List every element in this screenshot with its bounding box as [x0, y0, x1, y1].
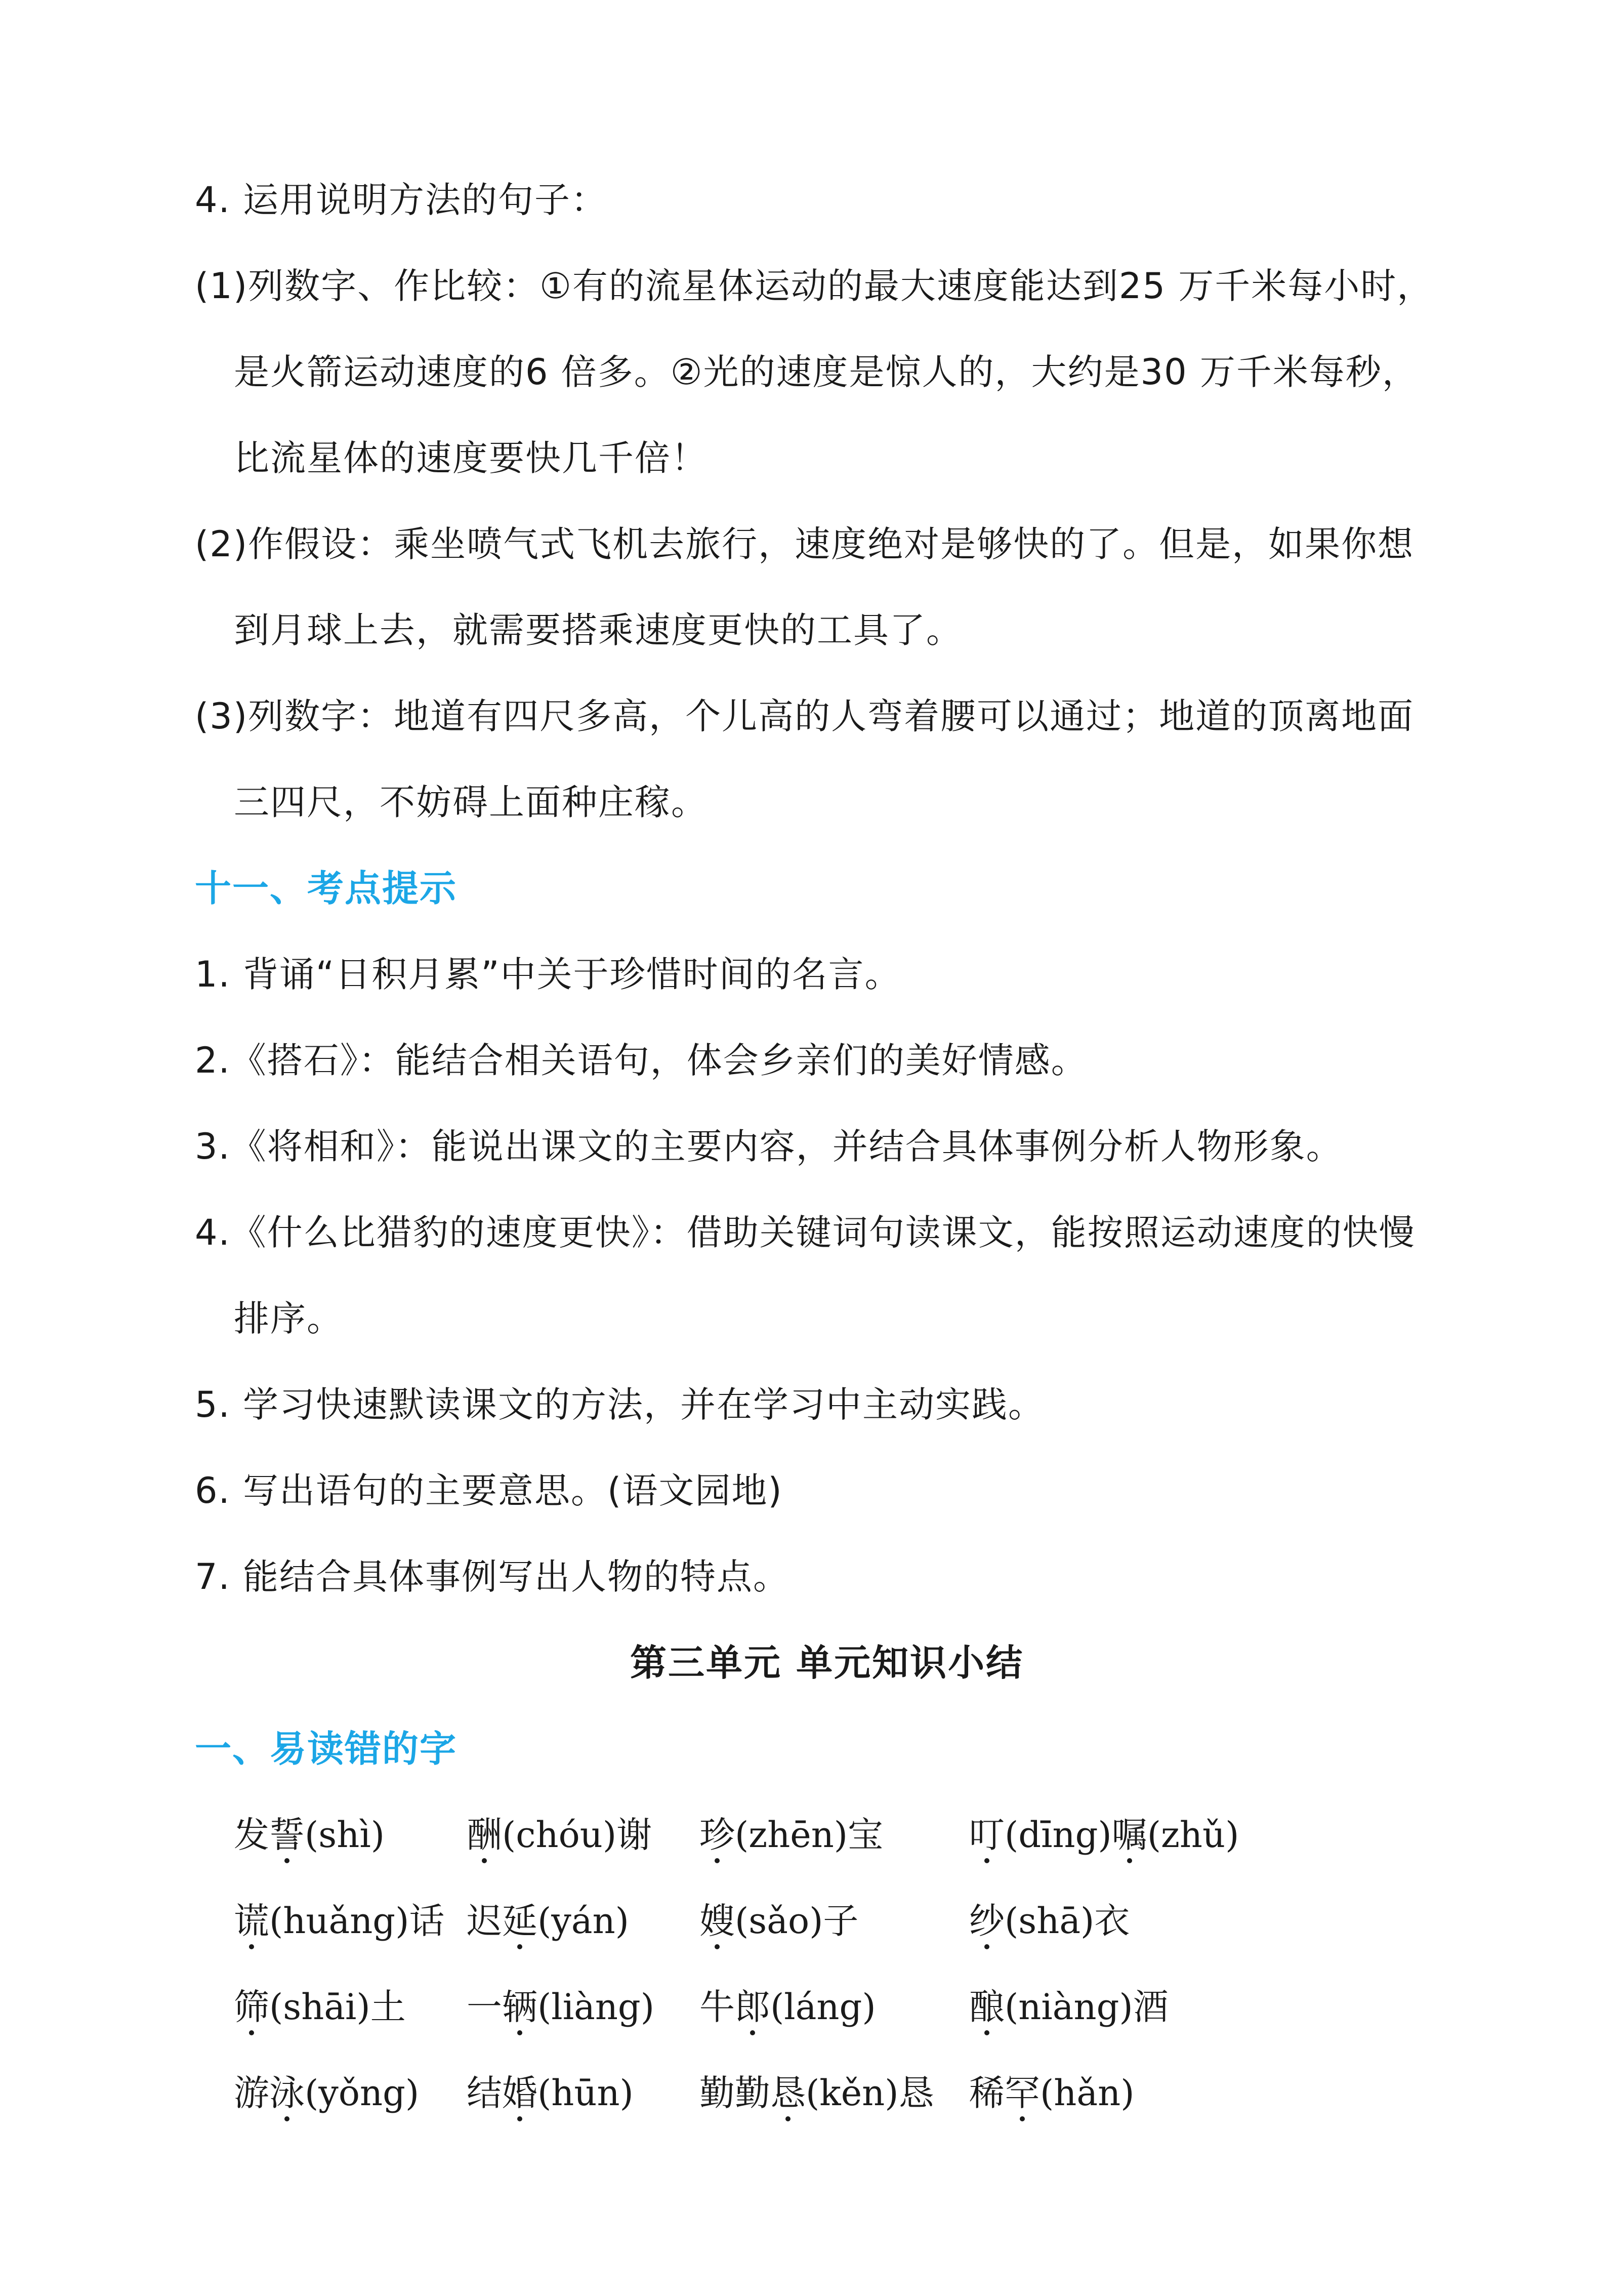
- word-text: (chóu)谢: [502, 1814, 652, 1856]
- word-text: 游: [234, 2072, 269, 2114]
- list-item: 4.《什么比猎豹的速度更快》：借助关键词句读课文，能按照运动速度的快慢: [195, 1212, 1416, 1253]
- list-item: 1. 背诵“日积月累”中关于珍惜时间的名言。: [195, 954, 901, 995]
- emphasized-char: 酿: [969, 1982, 1005, 2032]
- word-text: (zhēn)宝: [735, 1814, 884, 1856]
- word-text: (yǒng): [305, 2072, 420, 2114]
- word-item: [969, 1896, 1130, 1946]
- intro-item: (2)作假设：乘坐喷气式飞机去旅行，速度绝对是够快的了。但是，如果你想: [195, 523, 1415, 565]
- word-text: (liàng): [537, 1986, 655, 2028]
- section-heading: 十一、考点提示: [195, 867, 458, 910]
- emphasized-char: 延: [502, 1896, 537, 1946]
- emphasized-char: 嫂: [699, 1896, 735, 1946]
- word-item: [699, 1810, 883, 1860]
- emphasized-char: 郎: [735, 1982, 770, 2032]
- word-item: [467, 2068, 634, 2118]
- emphasized-char: 辆: [502, 1982, 537, 2032]
- word-item: [699, 2068, 934, 2118]
- word-text: (shāi)土: [269, 1986, 406, 2028]
- intro-item: 三四尺，不妨碍上面种庄稼。: [234, 782, 708, 823]
- word-text: (hūn): [537, 2072, 634, 2114]
- word-text: 迟: [467, 1900, 502, 1942]
- list-item: 2.《搭石》：能结合相关语句，体会乡亲们的美好情感。: [195, 1040, 1088, 1081]
- word-item: [234, 1810, 385, 1860]
- word-text: 勤勤: [699, 2072, 770, 2114]
- list-item: 7. 能结合具体事例写出人物的特点。: [195, 1556, 790, 1597]
- word-text: 发: [234, 1814, 269, 1856]
- word-text: (shì): [305, 1814, 385, 1856]
- intro-item: 4. 运用说明方法的句子：: [195, 179, 608, 221]
- word-text: 稀: [969, 2072, 1005, 2114]
- emphasized-char: 婚: [502, 2068, 537, 2118]
- word-item: [234, 1896, 444, 1946]
- list-item: 排序。: [234, 1298, 343, 1339]
- word-text: 一: [467, 1986, 502, 2028]
- word-item: [969, 1982, 1169, 2032]
- intro-item: 到月球上去，就需要搭乘速度更快的工具了。: [234, 609, 963, 651]
- word-item: [467, 1810, 652, 1860]
- word-item: [234, 1982, 406, 2032]
- word-text: (niàng)酒: [1005, 1986, 1169, 2028]
- word-text: (láng): [770, 1986, 876, 2028]
- intro-item: 是火箭运动速度的6 倍多。②光的速度是惊人的，大约是30 万千米每秒，: [234, 351, 1419, 393]
- list-item: 6. 写出语句的主要意思。(语文园地): [195, 1470, 783, 1511]
- intro-item: (1)列数字、作比较：①有的流星体运动的最大速度能达到25 万千米每小时，: [195, 265, 1434, 307]
- unit-title: 第三单元 单元知识小结: [630, 1642, 1024, 1684]
- word-item: [467, 1982, 654, 2032]
- word-text: (zhǔ): [1147, 1814, 1239, 1856]
- emphasized-char: 泳: [269, 2068, 305, 2118]
- word-text: (dīng): [1005, 1814, 1112, 1856]
- word-item: [467, 1896, 629, 1946]
- word-item: [699, 1896, 858, 1946]
- word-text: (shā)衣: [1005, 1900, 1130, 1942]
- word-text: 牛: [699, 1986, 735, 2028]
- word-text: 结: [467, 2072, 502, 2114]
- word-text: (huǎng)话: [269, 1900, 445, 1942]
- section-heading: 一、易读错的字: [195, 1728, 458, 1770]
- emphasized-char: 叮: [969, 1810, 1005, 1860]
- emphasized-char: 酬: [467, 1810, 502, 1860]
- intro-item: 比流星体的速度要快几千倍！: [234, 437, 708, 479]
- emphasized-char: 誓: [269, 1810, 305, 1860]
- list-item: 3.《将相和》：能说出课文的主要内容，并结合具体事例分析人物形象。: [195, 1126, 1343, 1167]
- emphasized-char: 筛: [234, 1982, 269, 2032]
- word-item: [969, 1810, 1239, 1860]
- emphasized-char: 恳: [770, 2068, 806, 2118]
- word-item: [969, 2068, 1135, 2118]
- word-text: (yán): [537, 1900, 629, 1942]
- word-text: (hǎn): [1040, 2072, 1135, 2114]
- word-text: (kěn)恳: [806, 2072, 934, 2114]
- word-item: [699, 1982, 876, 2032]
- word-text: (sǎo)子: [735, 1900, 859, 1942]
- emphasized-char: 纱: [969, 1896, 1005, 1946]
- word-item: [234, 2068, 419, 2118]
- emphasized-char: 珍: [699, 1810, 735, 1860]
- list-item: 5. 学习快速默读课文的方法，并在学习中主动实践。: [195, 1384, 1045, 1425]
- emphasized-char: 罕: [1005, 2068, 1040, 2118]
- intro-item: (3)列数字：地道有四尺多高，个儿高的人弯着腰可以通过；地道的顶离地面: [195, 695, 1415, 737]
- emphasized-char: 谎: [234, 1896, 269, 1946]
- emphasized-char: 嘱: [1112, 1810, 1147, 1860]
